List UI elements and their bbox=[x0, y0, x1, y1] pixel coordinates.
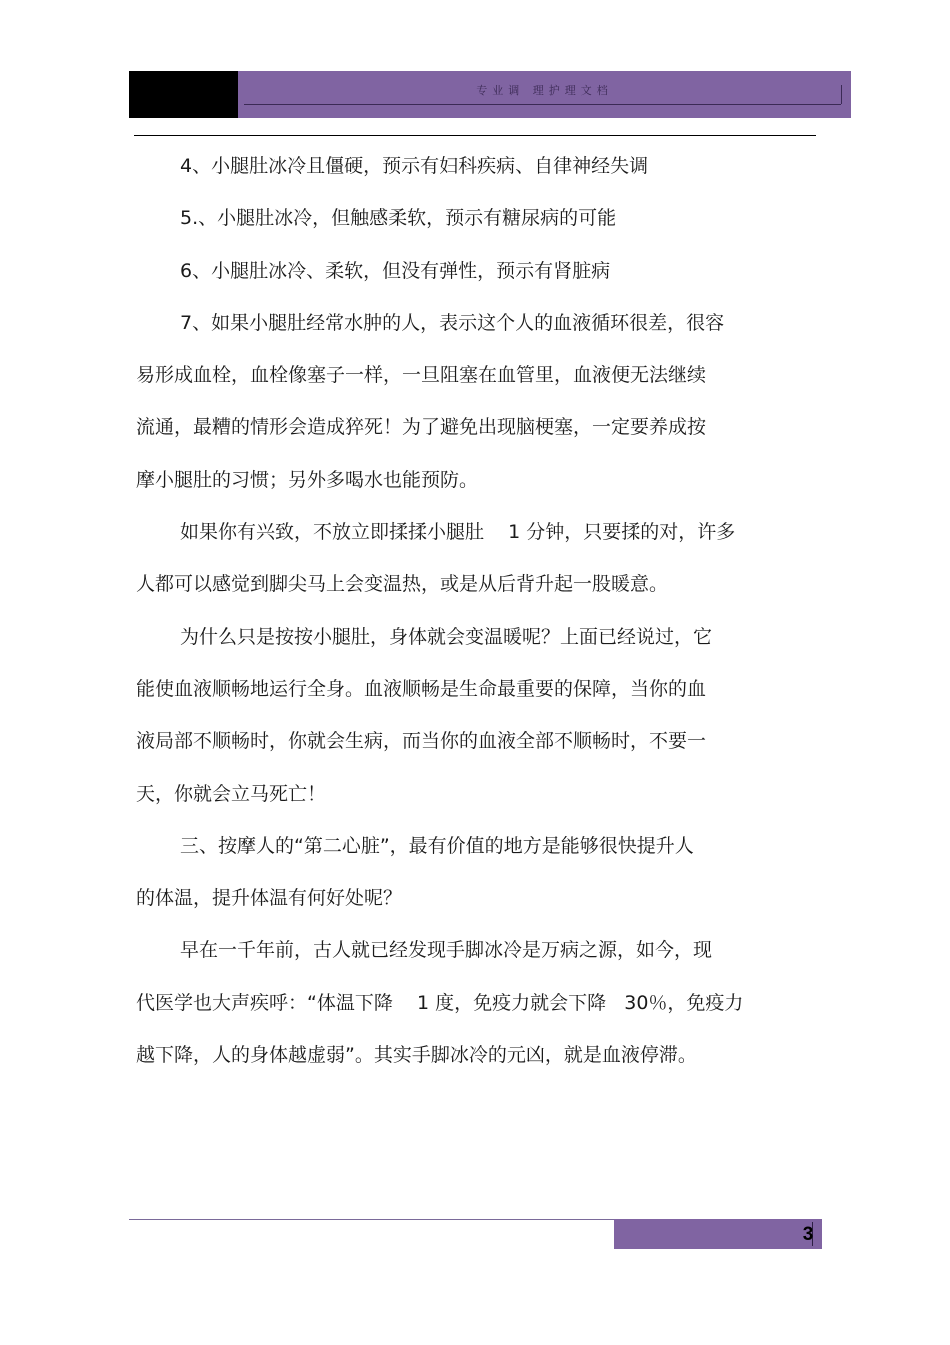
paragraph-line: 摩小腿肚的习惯；另外多喝水也能预防。 bbox=[136, 468, 479, 491]
paragraph-line: 流通，最糟的情形会造成猝死！为了避免出现脑梗塞，一定要养成按 bbox=[136, 416, 707, 439]
paragraph-line: 能使血液顺畅地运行全身。血液顺畅是生命最重要的保障，当你的血 bbox=[136, 677, 707, 700]
paragraph-line: 7、如果小腿肚经常水肿的人，表示这个人的血液循环很差，很容 bbox=[180, 311, 725, 334]
header-title: 专业调 理护理文档 bbox=[476, 84, 613, 97]
header-tick bbox=[841, 85, 842, 104]
paragraph-line: 三、按摩人的“第二心脏”，最有价值的地方是能够很快提升人 bbox=[180, 834, 694, 857]
top-rule bbox=[134, 135, 816, 136]
page-number: 3 bbox=[802, 1224, 814, 1245]
footer-band bbox=[614, 1219, 822, 1249]
paragraph-line: 越下降，人的身体越虚弱”。其实手脚冰冷的元凶，就是血液停滞。 bbox=[136, 1044, 697, 1067]
footer-rule bbox=[129, 1219, 614, 1220]
paragraph-line: 人都可以感觉到脚尖马上会变温热，或是从后背升起一股暖意。 bbox=[136, 573, 669, 596]
paragraph-line: 早在一千年前，古人就已经发现手脚冰冷是万病之源，如今，现 bbox=[180, 939, 713, 962]
header-underline bbox=[244, 104, 841, 105]
paragraph-line: 5.、小腿肚冰冷，但触感柔软，预示有糖尿病的可能 bbox=[180, 207, 617, 230]
body-text bbox=[136, 140, 816, 1081]
paragraph-line: 天，你就会立马死亡！ bbox=[136, 782, 327, 805]
paragraph-line: 易形成血栓，血栓像塞子一样，一旦阻塞在血管里，血液便无法继续 bbox=[136, 364, 707, 387]
paragraph-line: 4、小腿肚冰冷且僵硬，预示有妇科疾病、自律神经失调 bbox=[180, 155, 649, 177]
paragraph-line: 液局部不顺畅时，你就会生病，而当你的血液全部不顺畅时，不要一 bbox=[136, 730, 707, 753]
paragraph-line: 6、小腿肚冰冷、柔软，但没有弹性，预示有肾脏病 bbox=[180, 259, 611, 282]
paragraph-line: 为什么只是按按小腿肚，身体就会变温暖呢？上面已经说过，它 bbox=[180, 625, 713, 648]
paragraph-line: 的体温，提升体温有何好处呢？ bbox=[136, 887, 403, 910]
paragraph-line: 如果你有兴致，不放立即揉揉小腿肚 1 分钟，只要揉的对，许多 bbox=[180, 521, 736, 544]
header-black-block bbox=[129, 71, 238, 118]
paragraph-line: 代医学也大声疾呼：“体温下降 1 度，免疫力就会下降 30％，免疫力 bbox=[136, 991, 744, 1014]
